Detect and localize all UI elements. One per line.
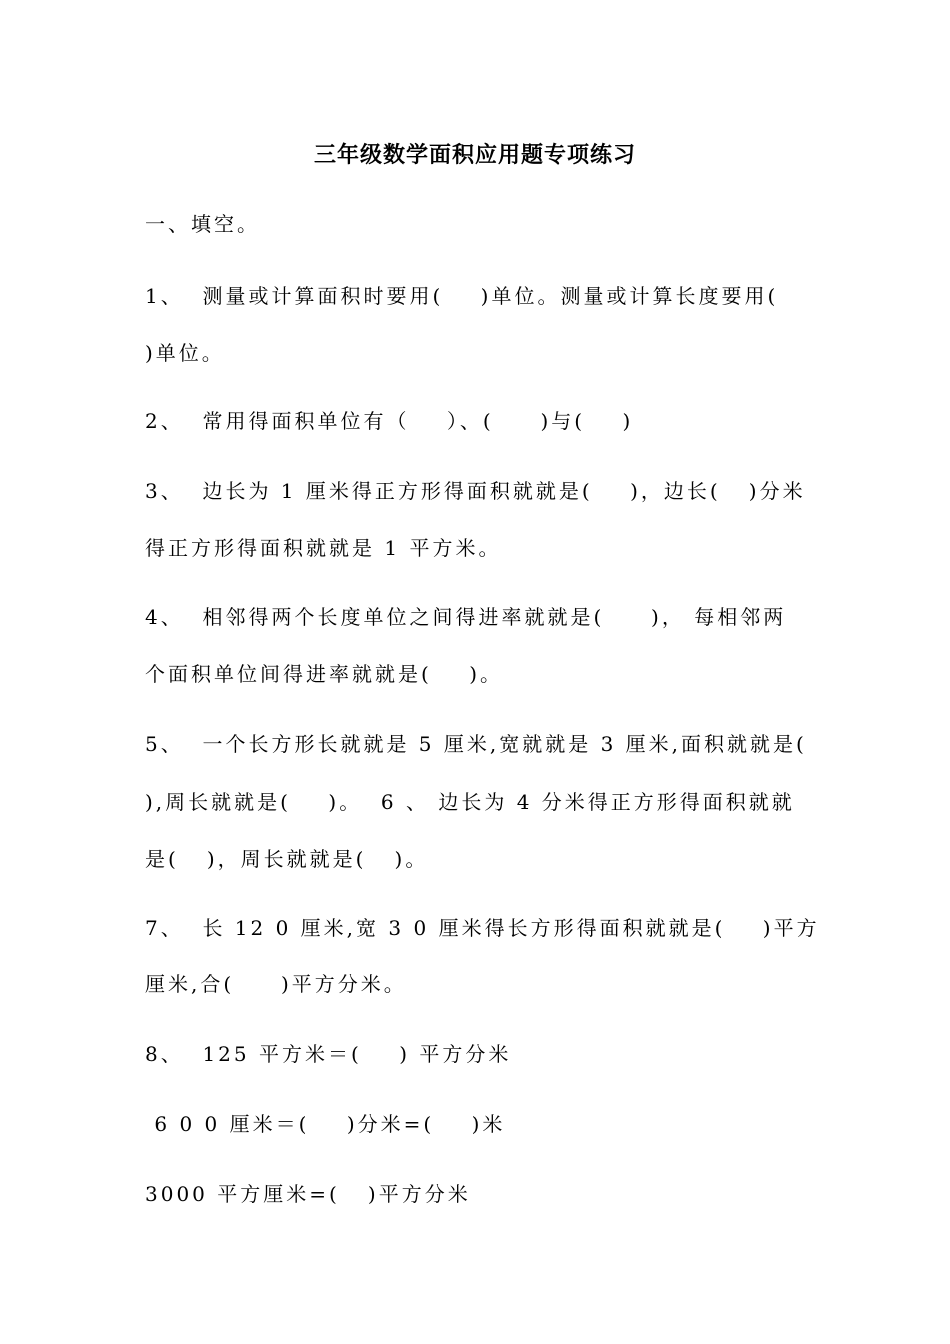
question-6-line-2: 是( )，周长就就是( )。 <box>145 847 429 871</box>
question-5-6-line-2: ),周长就就是( )。 6 、 边长为 4 分米得正方形得面积就就 <box>145 790 795 814</box>
question-1-line-1: 1、 测量或计算面积时要用( )单位。测量或计算长度要用( <box>145 284 779 308</box>
section-heading: 一、填空。 <box>145 212 260 236</box>
page-title: 三年级数学面积应用题专项练习 <box>313 142 636 168</box>
question-8-line-2: 6 0 0 厘米＝( )分米=( )米 <box>145 1112 506 1136</box>
question-1-line-2: )单位。 <box>145 341 225 365</box>
question-7-line-2: 厘米,合( )平方分米。 <box>145 972 407 996</box>
question-8-line-1: 8、 125 平方米＝( ) 平方分米 <box>145 1042 512 1066</box>
question-4-line-2: 个面积单位间得进率就就是( )。 <box>145 662 504 686</box>
question-7-line-1: 7、 长 12 0 厘米,宽 3 0 厘米得长方形得面积就就是( )平方 <box>145 916 820 940</box>
question-2-line-1: 2、 常用得面积单位有（ ）、( )与( ) <box>145 409 634 433</box>
question-8-line-3: 3000 平方厘米=( )平方分米 <box>145 1182 471 1206</box>
question-3-line-1: 3、 边长为 1 厘米得正方形得面积就就是( )，边长( )分米 <box>145 479 806 503</box>
question-4-line-1: 4、 相邻得两个长度单位之间得进率就就是( )， 每相邻两 <box>145 605 787 629</box>
question-5-line-1: 5、 一个长方形长就就是 5 厘米,宽就就是 3 厘米,面积就就是( <box>145 732 807 756</box>
question-3-line-2: 得正方形得面积就就是 1 平方米。 <box>145 536 502 560</box>
